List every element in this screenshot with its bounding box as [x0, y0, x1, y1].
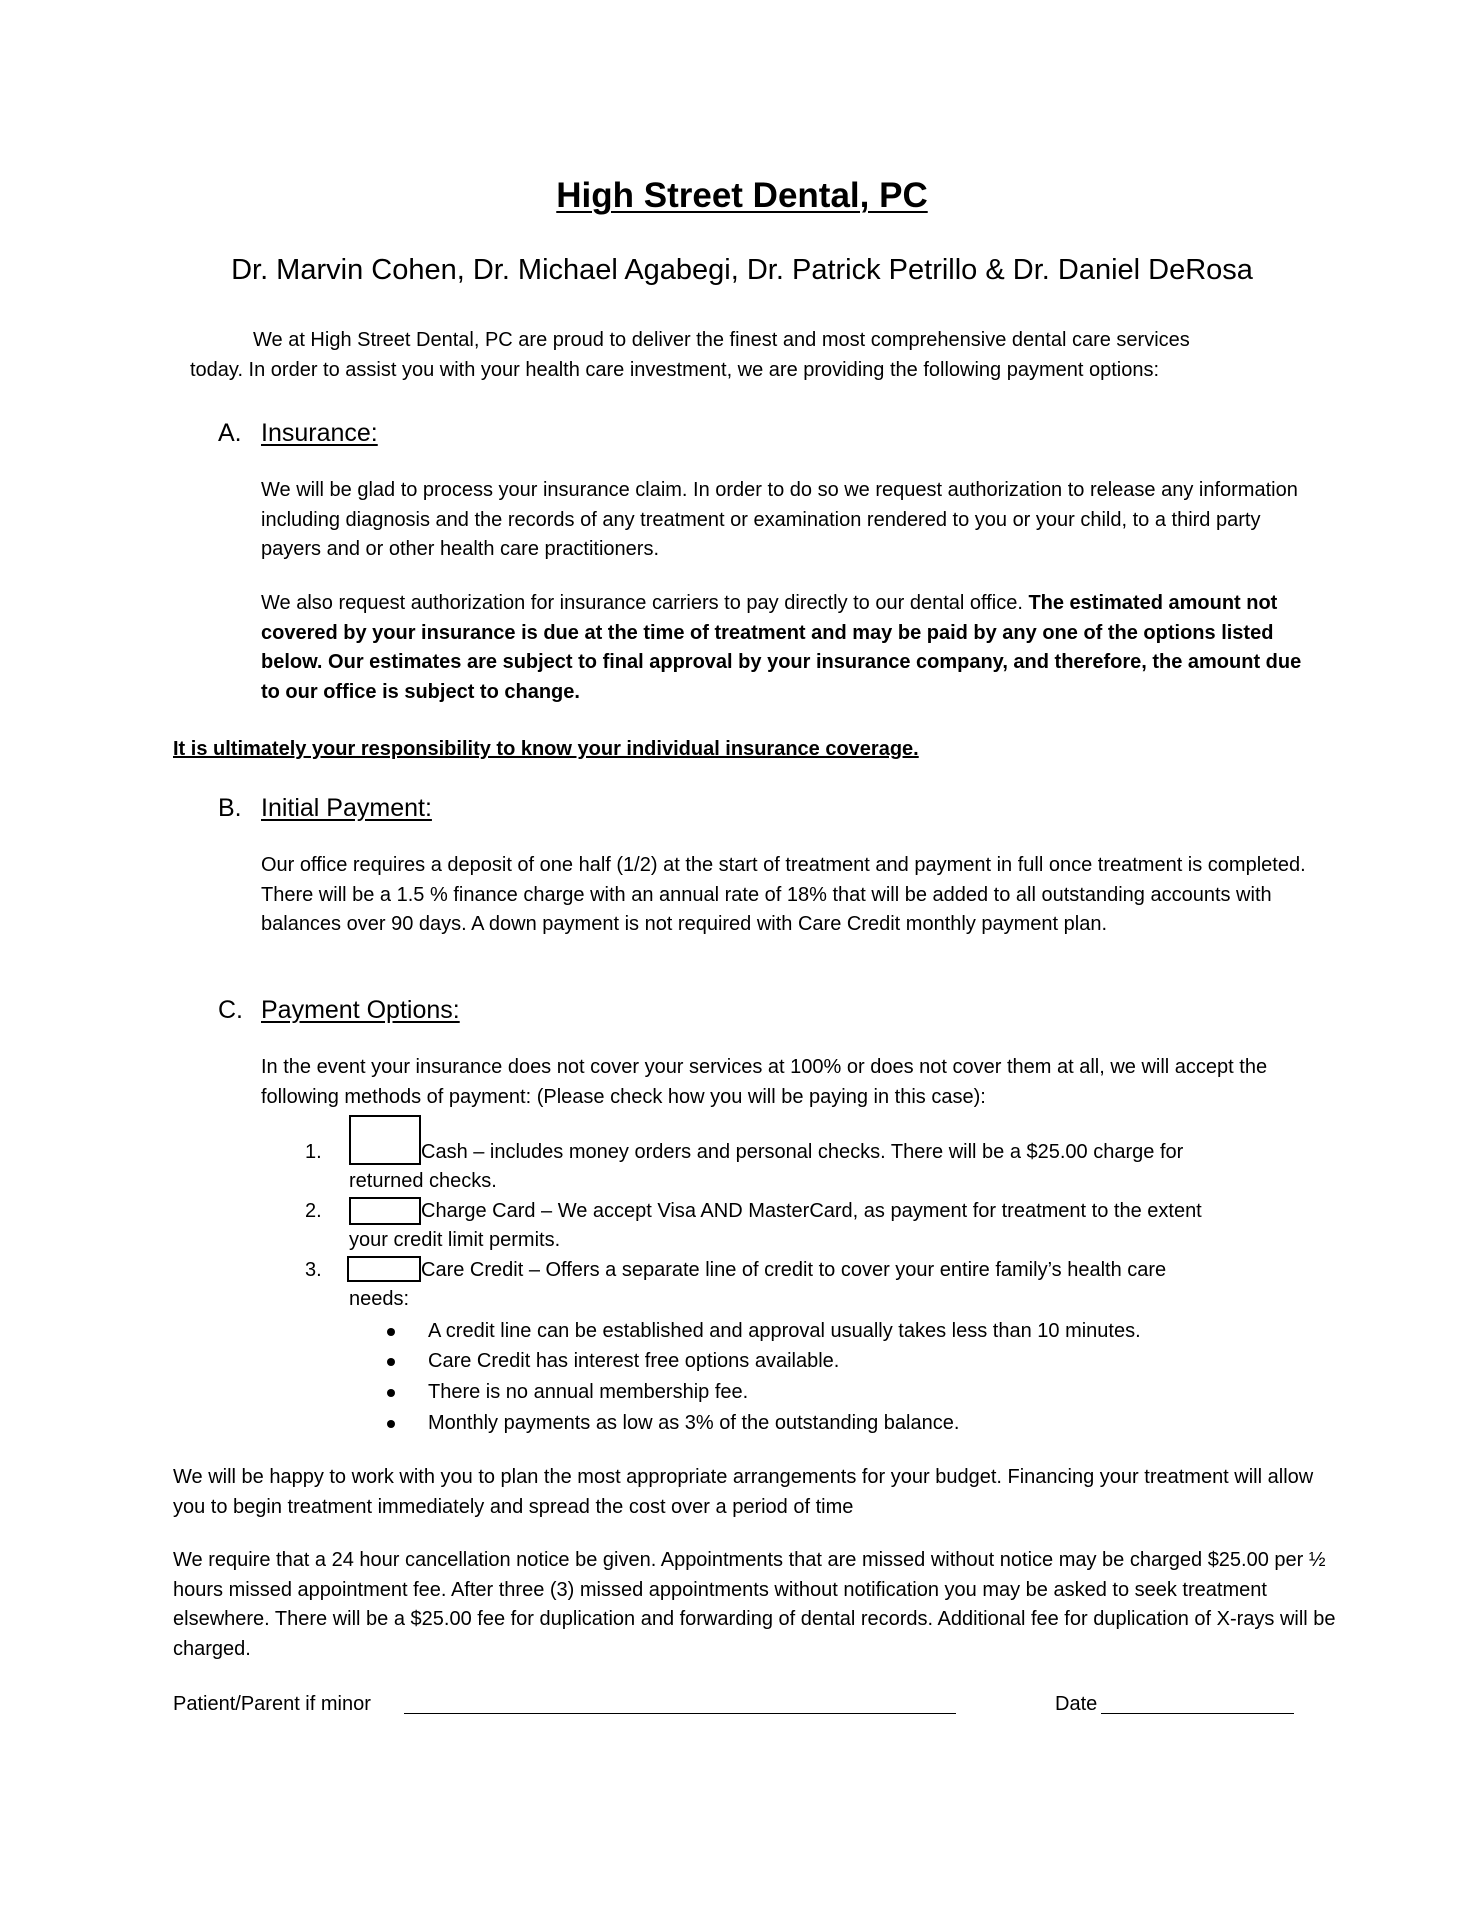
- bullet-item: There is no annual membership fee.: [428, 1381, 749, 1403]
- section-a-paragraph-1: We will be glad to process your insurance claim. In order to do so we request authorization to release any information including diagnosis and the records of any treatment or examination rendered to you or your child, to a third party payers and or other health care practitioners.: [261, 479, 1298, 560]
- responsibility-notice: It is ultimately your responsibility to know your individual insurance coverage.: [173, 738, 919, 760]
- intro-paragraph: [190, 326, 1340, 385]
- section-c-letter: C.: [218, 996, 243, 1024]
- option-2-line-1: Charge Card – We accept Visa AND MasterCard, as payment for treatment to the extent: [421, 1200, 1202, 1222]
- bullet-dot: [387, 1389, 395, 1397]
- section-a-paragraph-2: [261, 589, 1321, 707]
- option-1-cash-checkbox[interactable]: [349, 1115, 421, 1165]
- intro-line-2: today. In order to assist you with your health care investment, we are providing the following payment options:: [190, 358, 1160, 381]
- section-a-letter: A.: [218, 419, 242, 447]
- date-label: Date: [1055, 1693, 1098, 1715]
- bullet-item: A credit line can be established and approval usually takes less than 10 minutes.: [428, 1320, 1141, 1342]
- section-c-paragraph: In the event your insurance does not cover your services at 100% or does not cover them at all, we will accept the following methods of payment: (Please check how you will be paying in this case):: [261, 1056, 1268, 1108]
- bullet-dot: [387, 1420, 395, 1428]
- bullet-item: Monthly payments as low as 3% of the outstanding balance.: [428, 1412, 960, 1434]
- option-3-line-2: needs:: [349, 1288, 410, 1310]
- section-b-letter: B.: [218, 794, 242, 822]
- option-1-line-1: Cash – includes money orders and personal checks. There will be a $25.00 charge for: [421, 1141, 1184, 1163]
- date-signature-line[interactable]: [1101, 1713, 1294, 1714]
- practice-title: High Street Dental, PC: [556, 176, 928, 215]
- option-3-line-1: Care Credit – Offers a separate line of credit to cover your entire family’s health care: [421, 1259, 1167, 1281]
- patient-signature-label: Patient/Parent if minor: [173, 1693, 371, 1715]
- section-b-heading: Initial Payment:: [261, 794, 432, 822]
- intro-line-1: We at High Street Dental, PC are proud to deliver the finest and most comprehensive dental care services: [253, 329, 1190, 351]
- bullet-item: Care Credit has interest free options available.: [428, 1350, 840, 1372]
- option-3-care-credit-checkbox[interactable]: [347, 1256, 421, 1282]
- option-1-number: 1.: [305, 1141, 322, 1163]
- bullet-dot: [387, 1358, 395, 1366]
- closing-paragraph-financing: We will be happy to work with you to plan the most appropriate arrangements for your budget. Financing your treatment will allow you to begin treatment immediately and spread the cost over a period of time: [173, 1466, 1314, 1518]
- option-3-number: 3.: [305, 1259, 322, 1281]
- section-b-paragraph: Our office requires a deposit of one half (1/2) at the start of treatment and payment in full once treatment is completed. There will be a 1.5 % finance charge with an annual rate of 18% that will be added to all outstanding accounts with balances over 90 days. A down payment is not required with Care Credit monthly payment plan.: [261, 854, 1306, 935]
- patient-signature-line[interactable]: [404, 1713, 956, 1714]
- option-2-charge-card-checkbox[interactable]: [349, 1197, 421, 1225]
- option-2-number: 2.: [305, 1200, 322, 1222]
- option-1-line-2: returned checks.: [349, 1170, 497, 1192]
- closing-paragraph-cancellation: We require that a 24 hour cancellation notice be given. Appointments that are missed without notice may be charged $25.00 per ½ hours missed appointment fee. After three (3) missed appointments without notification you may be asked to seek treatment elsewhere. There will be a $25.00 fee for duplication and forwarding of dental records. Additional fee for duplication of X-rays will be charged.: [173, 1549, 1336, 1660]
- section-a-paragraph-2-bold: The estimated amount not covered by your insurance is due at the time of treatment and may be paid by any one of the options listed below. Our estimates are subject to final approval by your insurance company, and therefore, the amount due to our office is subject to change.: [261, 592, 1302, 703]
- section-a-heading: Insurance:: [261, 419, 378, 447]
- option-2-line-2: your credit limit permits.: [349, 1229, 561, 1251]
- section-c-heading: Payment Options:: [261, 996, 460, 1024]
- bullet-dot: [387, 1328, 395, 1336]
- section-a-paragraph-2-normal: We also request authorization for insurance carriers to pay directly to our dental office.: [261, 592, 1029, 614]
- doctors-subtitle: Dr. Marvin Cohen, Dr. Michael Agabegi, Dr. Patrick Petrillo & Dr. Daniel DeRosa: [231, 254, 1253, 286]
